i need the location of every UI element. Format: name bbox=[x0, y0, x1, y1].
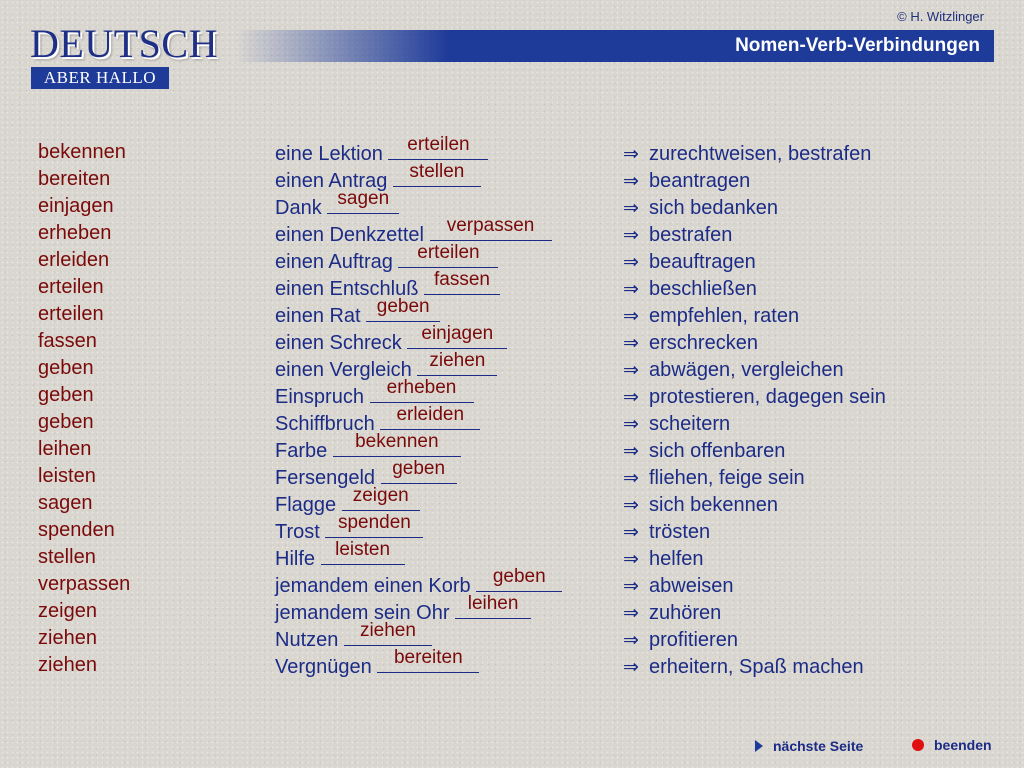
meaning-row bbox=[623, 465, 886, 492]
noun-phrase-row bbox=[275, 647, 562, 681]
noun-phrase: eine Lektion bbox=[275, 143, 383, 165]
meaning-text: empfehlen, raten bbox=[649, 305, 800, 327]
implies-arrow-icon: ⇒ bbox=[623, 495, 639, 516]
implies-arrow-icon: ⇒ bbox=[623, 387, 639, 408]
meaning-text: abwägen, vergleichen bbox=[649, 359, 844, 381]
implies-arrow-icon: ⇒ bbox=[623, 144, 639, 165]
answer-text: stellen bbox=[409, 161, 465, 182]
meaning-row bbox=[623, 492, 886, 519]
implies-arrow-icon: ⇒ bbox=[623, 279, 639, 300]
meaning-row bbox=[623, 384, 886, 411]
meaning-row bbox=[623, 330, 886, 357]
answer-blank bbox=[476, 566, 562, 592]
implies-arrow-icon: ⇒ bbox=[623, 576, 639, 597]
verb-item: erheben bbox=[38, 222, 112, 244]
verb-item: geben bbox=[38, 411, 94, 433]
noun-phrase-row bbox=[275, 242, 562, 276]
answer-text: bereiten bbox=[393, 647, 463, 668]
noun-phrase-list bbox=[275, 134, 562, 681]
implies-arrow-icon: ⇒ bbox=[623, 225, 639, 246]
answer-blank bbox=[398, 242, 498, 268]
answer-text: ziehen bbox=[429, 350, 486, 371]
answer-blank bbox=[377, 647, 479, 673]
verb-item: ziehen bbox=[38, 654, 97, 676]
verb-item: geben bbox=[38, 357, 94, 379]
answer-text: einjagen bbox=[421, 323, 494, 344]
answer-text: sagen bbox=[337, 188, 390, 209]
answer-text: spenden bbox=[337, 512, 411, 533]
answer-text: fassen bbox=[433, 269, 490, 290]
verb-item: geben bbox=[38, 384, 94, 406]
meaning-row bbox=[623, 357, 886, 384]
answer-blank bbox=[325, 512, 423, 538]
verb-item: erteilen bbox=[38, 276, 104, 298]
answer-blank bbox=[430, 215, 552, 241]
verb-item: erleiden bbox=[38, 249, 110, 271]
noun-phrase: einen Denkzettel bbox=[275, 224, 424, 246]
verb-item: erteilen bbox=[38, 303, 104, 325]
answer-blank bbox=[327, 188, 399, 214]
verb-item: stellen bbox=[38, 546, 96, 568]
noun-phrase: einen Auftrag bbox=[275, 251, 393, 273]
meaning-text: abweisen bbox=[649, 575, 734, 597]
implies-arrow-icon: ⇒ bbox=[623, 441, 639, 462]
answer-blank bbox=[424, 269, 500, 295]
meaning-text: beauftragen bbox=[649, 251, 756, 273]
meaning-row bbox=[623, 276, 886, 303]
meaning-text: trösten bbox=[649, 521, 711, 543]
answer-blank bbox=[407, 323, 507, 349]
meaning-text: sich offenbaren bbox=[649, 440, 786, 462]
verb-item: zeigen bbox=[38, 600, 97, 622]
logo bbox=[30, 21, 218, 89]
noun-phrase: Schiffbruch bbox=[275, 413, 375, 435]
answer-blank bbox=[417, 350, 497, 376]
verb-item: bekennen bbox=[38, 141, 126, 163]
answer-blank bbox=[321, 539, 405, 565]
meaning-row bbox=[623, 627, 886, 654]
logo-subtitle: ABER HALLO bbox=[31, 67, 169, 89]
meaning-text: sich bekennen bbox=[649, 494, 778, 516]
answer-text: geben bbox=[492, 566, 546, 587]
implies-arrow-icon: ⇒ bbox=[623, 603, 639, 624]
answer-text: erleiden bbox=[396, 404, 465, 425]
noun-phrase-row bbox=[275, 512, 562, 546]
noun-phrase: Fersengeld bbox=[275, 467, 376, 489]
red-dot-icon bbox=[912, 739, 924, 751]
implies-arrow-icon: ⇒ bbox=[623, 198, 639, 219]
meaning-text: erheitern, Spaß machen bbox=[649, 656, 864, 678]
noun-phrase: Einspruch bbox=[275, 386, 364, 408]
noun-phrase: jemandem einen Korb bbox=[275, 575, 471, 597]
meaning-row bbox=[623, 195, 886, 222]
implies-arrow-icon: ⇒ bbox=[623, 333, 639, 354]
noun-phrase: einen Vergleich bbox=[275, 359, 412, 381]
verb-item: ziehen bbox=[38, 627, 97, 649]
logo-title: DEUTSCH bbox=[30, 21, 218, 66]
noun-phrase: einen Entschluß bbox=[275, 278, 419, 300]
noun-phrase: Hilfe bbox=[275, 548, 316, 570]
answer-text: erheben bbox=[386, 377, 457, 398]
verb-item: leihen bbox=[38, 438, 92, 460]
implies-arrow-icon: ⇒ bbox=[623, 657, 639, 678]
meaning-text: zuhören bbox=[649, 602, 722, 624]
verb-list bbox=[38, 139, 130, 679]
answer-text: erteilen bbox=[407, 134, 470, 155]
noun-phrase: einen Rat bbox=[275, 305, 361, 327]
implies-arrow-icon: ⇒ bbox=[623, 252, 639, 273]
copyright-notice: © H. Witzlinger bbox=[897, 9, 984, 24]
implies-arrow-icon: ⇒ bbox=[623, 306, 639, 327]
meaning-text: erschrecken bbox=[649, 332, 758, 354]
meaning-row bbox=[623, 438, 886, 465]
meaning-row bbox=[623, 546, 886, 573]
meaning-row bbox=[623, 573, 886, 600]
verb-item: spenden bbox=[38, 519, 115, 541]
meaning-text: beantragen bbox=[649, 170, 751, 192]
answer-text: ziehen bbox=[359, 620, 416, 641]
noun-phrase: Nutzen bbox=[275, 629, 339, 651]
meaning-text: beschließen bbox=[649, 278, 757, 300]
meaning-text: sich bedanken bbox=[649, 197, 778, 219]
meaning-text: protestieren, dagegen sein bbox=[649, 386, 886, 408]
noun-phrase: Vergnügen bbox=[275, 656, 372, 678]
answer-blank bbox=[333, 431, 461, 457]
implies-arrow-icon: ⇒ bbox=[623, 414, 639, 435]
answer-blank bbox=[393, 161, 481, 187]
noun-phrase: jemandem sein Ohr bbox=[275, 602, 450, 624]
meaning-row bbox=[623, 303, 886, 330]
meaning-row bbox=[623, 249, 886, 276]
verb-item: verpassen bbox=[38, 573, 131, 595]
answer-text: verpassen bbox=[446, 215, 535, 236]
implies-arrow-icon: ⇒ bbox=[623, 468, 639, 489]
page-title: Nomen-Verb-Verbindungen bbox=[735, 35, 980, 56]
answer-blank bbox=[455, 593, 531, 619]
next-page-button[interactable] bbox=[755, 738, 863, 754]
meaning-text: helfen bbox=[649, 548, 704, 570]
noun-phrase: Flagge bbox=[275, 494, 337, 516]
meaning-row bbox=[623, 654, 886, 681]
verb-item: sagen bbox=[38, 492, 93, 514]
meaning-row bbox=[623, 141, 886, 168]
title-bar bbox=[236, 30, 994, 62]
meaning-text: fliehen, feige sein bbox=[649, 467, 805, 489]
noun-phrase: Dank bbox=[275, 197, 322, 219]
implies-arrow-icon: ⇒ bbox=[623, 630, 639, 651]
verb-item: bereiten bbox=[38, 168, 111, 190]
noun-phrase: Farbe bbox=[275, 440, 328, 462]
answer-blank bbox=[370, 377, 474, 403]
meaning-row bbox=[623, 600, 886, 627]
answer-blank bbox=[344, 620, 432, 646]
answer-text: leisten bbox=[335, 539, 391, 560]
implies-arrow-icon: ⇒ bbox=[623, 549, 639, 570]
answer-blank bbox=[342, 485, 420, 511]
answer-text: leihen bbox=[467, 593, 519, 614]
answer-blank bbox=[380, 404, 480, 430]
meaning-row bbox=[623, 222, 886, 249]
answer-text: geben bbox=[376, 296, 430, 317]
answer-blank bbox=[381, 458, 457, 484]
next-page-label: nächste Seite bbox=[773, 738, 864, 754]
noun-phrase: einen Schreck bbox=[275, 332, 402, 354]
implies-arrow-icon: ⇒ bbox=[623, 171, 639, 192]
noun-phrase: einen Antrag bbox=[275, 170, 388, 192]
meaning-text: bestrafen bbox=[649, 224, 733, 246]
answer-text: zeigen bbox=[352, 485, 409, 506]
answer-text: erteilen bbox=[417, 242, 480, 263]
answer-text: bekennen bbox=[355, 431, 439, 452]
meaning-row bbox=[623, 168, 886, 195]
answer-blank bbox=[366, 296, 440, 322]
meaning-list bbox=[623, 141, 886, 681]
noun-phrase: Trost bbox=[275, 521, 320, 543]
answer-blank bbox=[388, 134, 488, 160]
verb-item: leisten bbox=[38, 465, 96, 487]
implies-arrow-icon: ⇒ bbox=[623, 522, 639, 543]
answer-text: geben bbox=[392, 458, 446, 479]
end-label: beenden bbox=[934, 737, 992, 753]
noun-phrase-row bbox=[275, 161, 562, 195]
meaning-row bbox=[623, 519, 886, 546]
meaning-text: zurechtweisen, bestrafen bbox=[649, 143, 872, 165]
verb-item: einjagen bbox=[38, 195, 114, 217]
verb-item: fassen bbox=[38, 330, 97, 352]
end-button[interactable] bbox=[912, 737, 992, 753]
play-triangle-icon bbox=[755, 740, 763, 752]
meaning-text: profitieren bbox=[649, 629, 738, 651]
meaning-text: scheitern bbox=[649, 413, 731, 435]
implies-arrow-icon: ⇒ bbox=[623, 360, 639, 381]
meaning-row bbox=[623, 411, 886, 438]
